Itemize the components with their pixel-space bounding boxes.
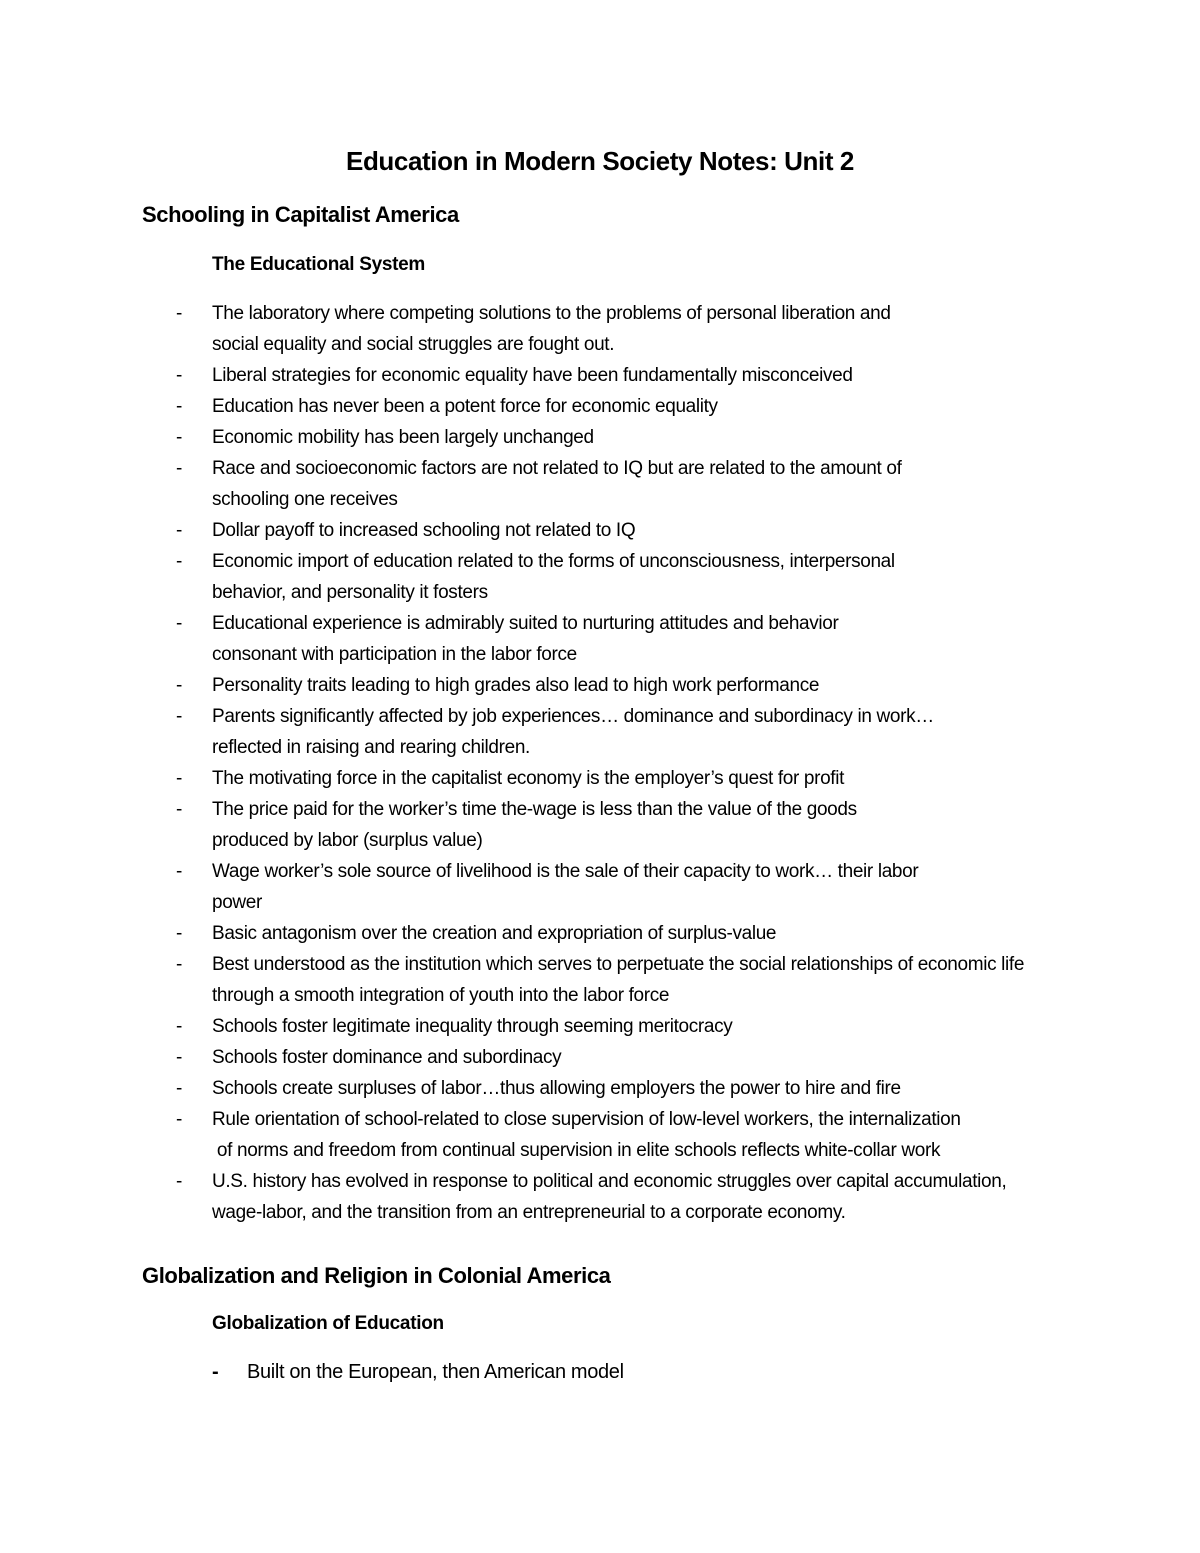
bullet-line: Dollar payoff to increased schooling not related to IQ <box>212 520 636 541</box>
bullet-text <box>212 515 1197 546</box>
bullet-text <box>212 856 1197 918</box>
bullet-line: of norms and freedom from continual supervision in elite schools reflects white-collar work <box>212 1140 941 1161</box>
bullet-line: U.S. history has evolved in response to political and economic struggles over capital accumulation, <box>212 1171 1007 1192</box>
bullet-line: schooling one receives <box>212 489 398 510</box>
bullet-marker: - <box>176 1047 182 1068</box>
bullet-text <box>212 1042 1197 1073</box>
bullet-text <box>212 453 1197 515</box>
bullet-line: Schools foster dominance and subordinacy <box>212 1047 562 1068</box>
section-heading-globalization: Globalization and Religion in Colonial America <box>142 1263 611 1288</box>
bullet-marker: - <box>176 1078 182 1099</box>
bullet-text <box>212 1011 1197 1042</box>
bullet-line: behavior, and personality it fosters <box>212 582 488 603</box>
bullet-line: Educational experience is admirably suited to nurturing attitudes and behavior <box>212 613 839 634</box>
bullet-line: The motivating force in the capitalist economy is the employer’s quest for profit <box>212 768 845 789</box>
subheading-educational-system: The Educational System <box>212 254 426 275</box>
bullet-text <box>247 1357 1200 1388</box>
bullet-marker: - <box>176 1171 182 1192</box>
bullet-line: Built on the European, then American model <box>247 1361 624 1383</box>
bullet-marker: - <box>176 923 182 944</box>
bullet-line: Race and socioeconomic factors are not related to IQ but are related to the amount of <box>212 458 902 479</box>
bullet-marker: - <box>176 1016 182 1037</box>
bullet-line: Schools foster legitimate inequality through seeming meritocracy <box>212 1016 733 1037</box>
bullet-text <box>212 546 1197 608</box>
bullet-marker: - <box>176 458 182 479</box>
bullet-text <box>212 701 1197 763</box>
bullet-text <box>212 670 1197 701</box>
bullet-marker: - <box>176 861 182 882</box>
subheading-globalization-of-education: Globalization of Education <box>212 1313 444 1334</box>
bullet-marker: - <box>176 1109 182 1130</box>
bullet-line: through a smooth integration of youth into the labor force <box>212 985 670 1006</box>
bullet-line: Best understood as the institution which serves to perpetuate the social relationships of economic life <box>212 954 1025 975</box>
bullet-line: The laboratory where competing solutions to the problems of personal liberation and <box>212 303 891 324</box>
bullet-marker: - <box>176 799 182 820</box>
bullet-line: Economic mobility has been largely unchanged <box>212 427 594 448</box>
bullet-line: Schools create surpluses of labor…thus allowing employers the power to hire and fire <box>212 1078 901 1099</box>
bullet-marker: - <box>212 1361 219 1383</box>
bullet-marker: - <box>176 613 182 634</box>
bullet-line: Basic antagonism over the creation and expropriation of surplus-value <box>212 923 777 944</box>
bullet-text <box>212 763 1197 794</box>
bullet-text <box>212 794 1197 856</box>
bullet-text <box>212 949 1197 1011</box>
bullet-line: produced by labor (surplus value) <box>212 830 483 851</box>
bullet-marker: - <box>176 551 182 572</box>
document-title: Education in Modern Society Notes: Unit 2 <box>346 146 854 176</box>
bullet-line: power <box>212 892 262 913</box>
bullet-text <box>212 360 1197 391</box>
bullet-line: social equality and social struggles are fought out. <box>212 334 615 355</box>
bullet-text <box>212 1104 1197 1166</box>
bullet-marker: - <box>176 675 182 696</box>
bullet-line: Parents significantly affected by job experiences… dominance and subordinacy in work… <box>212 706 934 727</box>
bullet-line: wage-labor, and the transition from an entrepreneurial to a corporate economy. <box>212 1202 846 1223</box>
bullet-text <box>212 391 1197 422</box>
bullet-marker: - <box>176 365 182 386</box>
bullet-marker: - <box>176 768 182 789</box>
bullet-text <box>212 1166 1197 1228</box>
bullet-line: The price paid for the worker’s time the-wage is less than the value of the goods <box>212 799 857 820</box>
section-heading-schooling: Schooling in Capitalist America <box>142 202 459 227</box>
bullet-line: Economic import of education related to the forms of unconsciousness, interpersonal <box>212 551 895 572</box>
bullet-marker: - <box>176 706 182 727</box>
bullet-line: reflected in raising and rearing children. <box>212 737 530 758</box>
bullet-line: consonant with participation in the labor force <box>212 644 577 665</box>
bullet-marker: - <box>176 396 182 417</box>
bullet-text <box>212 1073 1197 1104</box>
bullet-text <box>212 422 1197 453</box>
bullet-marker: - <box>176 427 182 448</box>
bullet-text <box>212 608 1197 670</box>
bullet-marker: - <box>176 520 182 541</box>
bullet-line: Wage worker’s sole source of livelihood is the sale of their capacity to work… their labor <box>212 861 919 882</box>
bullet-line: Personality traits leading to high grades also lead to high work performance <box>212 675 820 696</box>
bullet-marker: - <box>176 303 182 324</box>
bullet-line: Liberal strategies for economic equality have been fundamentally misconceived <box>212 365 853 386</box>
bullet-line: Rule orientation of school-related to close supervision of low-level workers, the internalization <box>212 1109 961 1130</box>
bullet-text <box>212 298 1197 360</box>
bullet-line: Education has never been a potent force for economic equality <box>212 396 718 417</box>
bullet-text <box>212 918 1197 949</box>
bullet-marker: - <box>176 954 182 975</box>
